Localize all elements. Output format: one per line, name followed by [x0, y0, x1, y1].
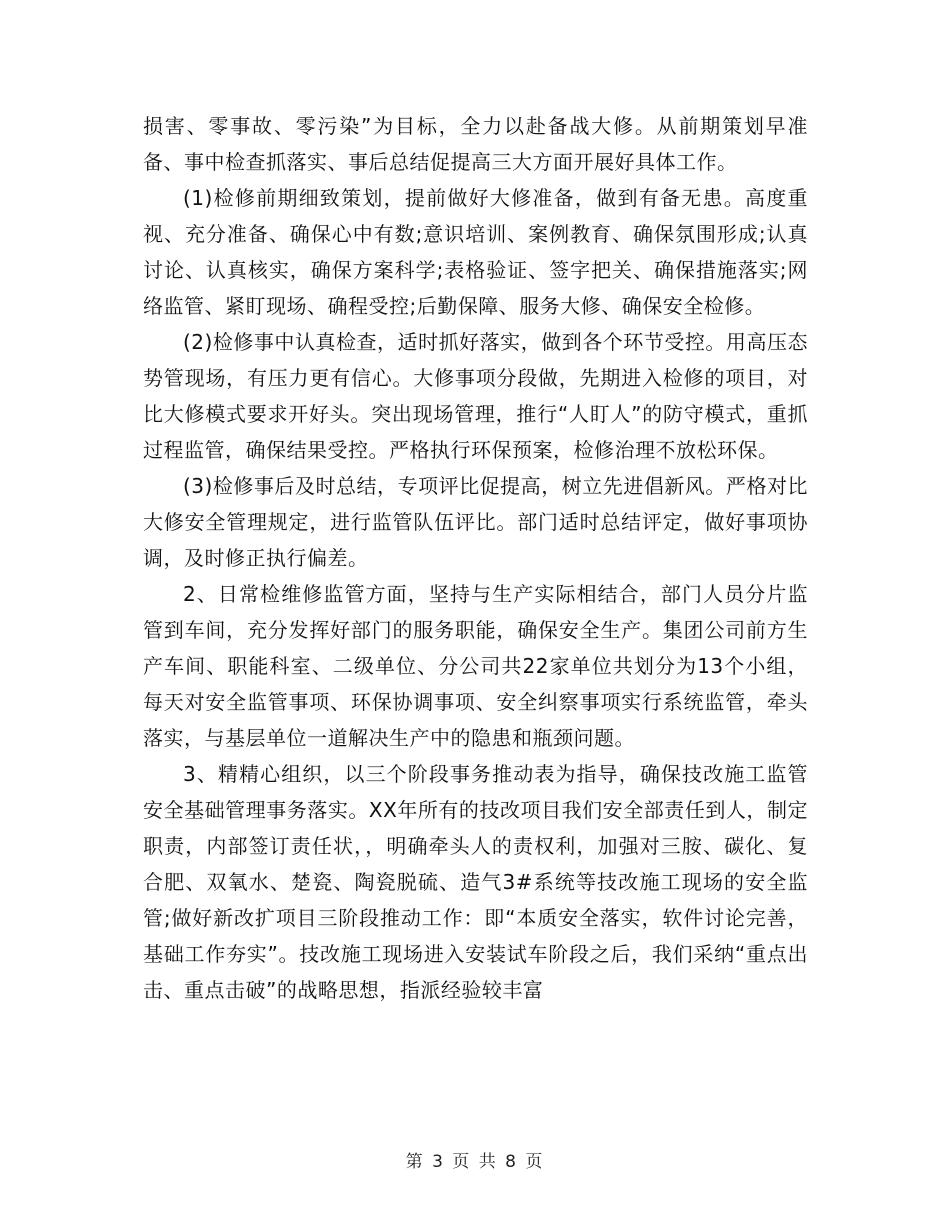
- paragraph-item-1: (1)检修前期细致策划，提前做好大修准备，做到有备无患。高度重视、充分准备、确保心中有数;意识培训、案例教育、确保氛围形成;认真讨论、认真核实，确保方案科学;表格验证、签字把关、确保措施落实;网络监管、紧盯现场、确程受控;后勤保障、服务大修、确保安全检修。: [143, 186, 808, 318]
- paragraph-section-2: 2、日常检维修监管方面，坚持与生产实际相结合，部门人员分片监管到车间，充分发挥好部门的服务职能，确保安全生产。集团公司前方生产车间、职能科室、二级单位、分公司共22家单位共划分为13个小组，每天对安全监管事项、环保协调事项、安全纠察事项实行系统监管，牵头落实，与基层单位一道解决生产中的隐患和瓶颈问题。: [143, 582, 808, 750]
- paragraph-continuation: 损害、零事故、零污染”为目标，全力以赴备战大修。从前期策划早准备、事中检查抓落实、事后总结促提高三大方面开展好具体工作。: [143, 114, 808, 174]
- document-body: [143, 108, 808, 1008]
- paragraph-item-3: (3)检修事后及时总结，专项评比促提高，树立先进倡新风。严格对比大修安全管理规定，进行监管队伍评比。部门适时总结评定，做好事项协调，及时修正执行偏差。: [143, 474, 808, 570]
- paragraph-section-3: 3、精精心组织，以三个阶段事务推动表为指导，确保技改施工监管安全基础管理事务落实。XX年所有的技改项目我们安全部责任到人，制定职责，内部签订责任状，，明确牵头人的责权利，加强对三胺、碳化、复合肥、双氧水、楚瓷、陶瓷脱硫、造气3#系统等技改施工现场的安全监管;做好新改扩项目三阶段推动工作：即“本质安全落实，软件讨论完善，基础工作夯实”。技改施工现场进入安装试车阶段之后，我们采纳“重点出击、重点击破”的战略思想，指派经验较丰富: [143, 762, 808, 1002]
- page-number-footer: 第 3 页 共 8 页: [405, 1152, 545, 1172]
- paragraph-item-2: (2)检修事中认真检查，适时抓好落实，做到各个环节受控。用高压态势管现场，有压力更有信心。大修事项分段做，先期进入检修的项目，对比大修模式要求开好头。突出现场管理，推行“人盯人”的防守模式，重抓过程监管，确保结果受控。严格执行环保预案，检修治理不放松环保。: [143, 330, 808, 462]
